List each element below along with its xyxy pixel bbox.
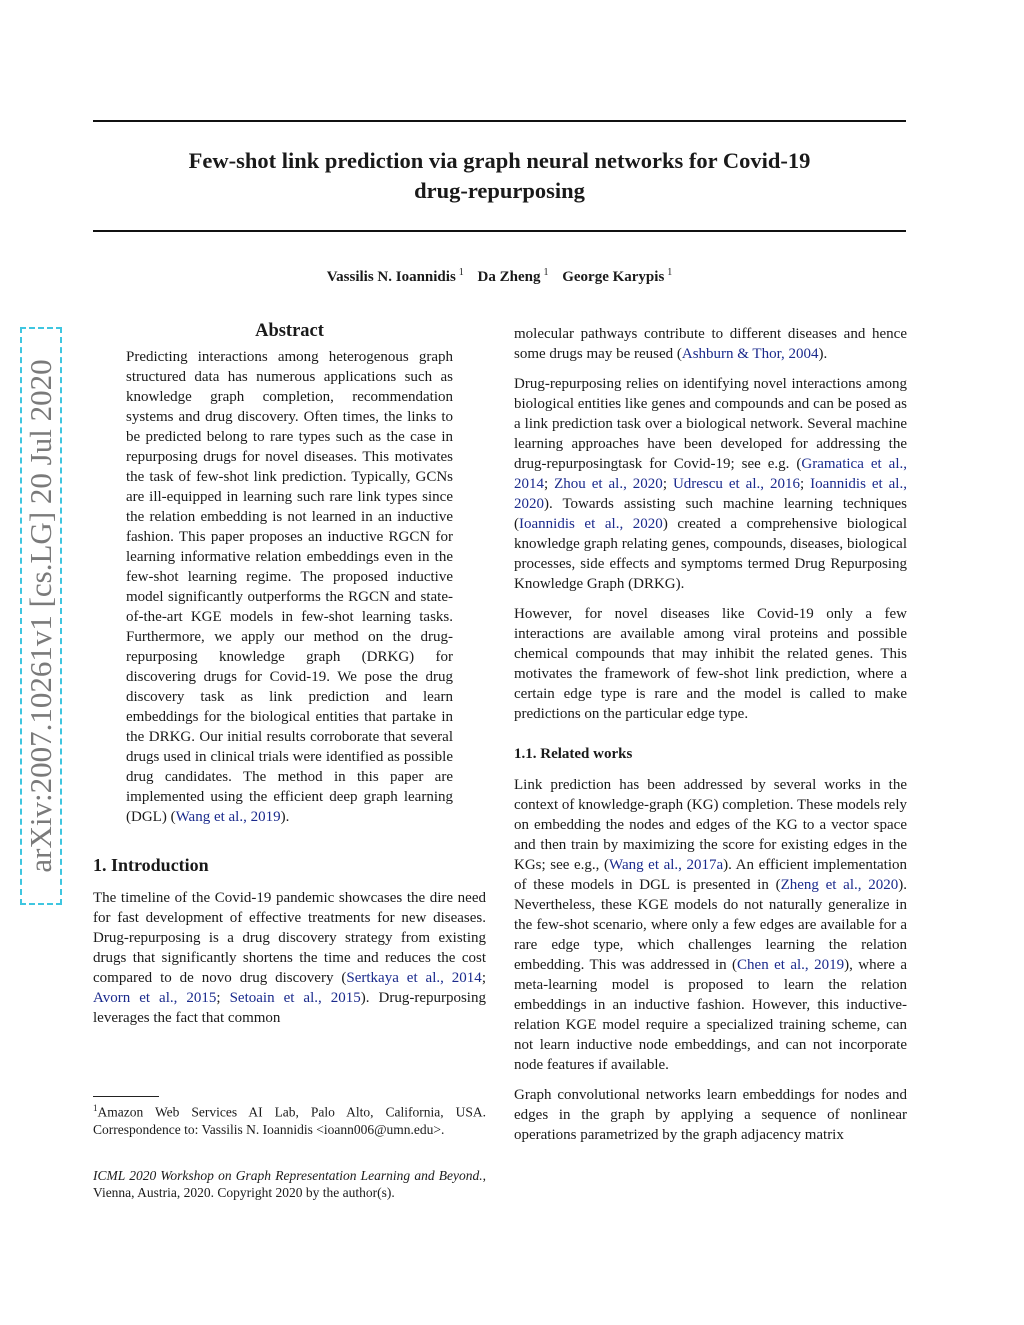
citation-link[interactable]: Gramatica et al., 2014: [514, 456, 907, 492]
author-name: Da Zheng: [477, 269, 541, 285]
body-paragraph: Drug-repurposing relies on identifying novel interactions among biological entities like genes and compounds and can be posed as a link prediction task over a biological network. Several machine learning approaches have been developed for addressing the drug-repurposingtask for Covid-19; see e.g. (Gramatica et al., 2014; Zhou et al., 2020; Udrescu et al., 2016; Ioannidis et al., 2020). Towards assisting such machine learning techniques (Ioannidis et al., 2020) created a comprehensive biological knowledge graph relating genes, compounds, diseases, biological processes, side effects and symptoms termed Drug Repurposing Knowledge Graph (DRKG).: [514, 376, 907, 592]
author-affiliation: 1: [458, 267, 464, 278]
author-affiliation: 1: [667, 267, 673, 278]
left-column: [93, 321, 486, 1038]
author-list: [93, 267, 906, 286]
paragraph-text: ), where a meta-learning model is proposed to learn the relation embeddings in an inductive fashion. However, this inductive-relation KGE model require a specialized training scheme, can not learn inductive node embeddings, and can not incorporate node features if available.: [514, 957, 907, 1073]
footnote-text: Amazon Web Services AI Lab, Palo Alto, California, USA. Correspondence to: Vassilis N. Ioannidis <ioann006@umn.edu>.: [93, 1104, 486, 1137]
citation-link[interactable]: Wang et al., 2017a: [608, 857, 724, 873]
citation-link[interactable]: Sertkaya et al., 2014: [346, 970, 482, 986]
citation-link[interactable]: Udrescu et al., 2016: [672, 476, 800, 492]
paragraph-text: ). Drug-repurposing leverages the fact that common: [93, 990, 486, 1026]
body-paragraph: Graph convolutional networks learn embeddings for nodes and edges in the graph by applying a sequence of nonlinear operations parametrized by the graph adjacency matrix: [514, 1087, 907, 1143]
title-bottom-rule: [93, 230, 906, 232]
paragraph-text: ). Towards assisting such machine learning techniques (: [514, 496, 907, 532]
paper-title: [93, 146, 906, 206]
citation-link[interactable]: Setoain et al., 2015: [229, 990, 361, 1006]
title-line-1: Few-shot link prediction via graph neural networks for Covid-19: [188, 148, 811, 173]
author-name: Vassilis N. Ioannidis: [326, 269, 456, 285]
body-paragraph: However, for novel diseases like Covid-19 only a few interactions are available among viral proteins and possible chemical compounds that may inhibit the related genes. This motivates the framework of few-shot link prediction, where a certain edge type is rare and the model is called to make predictions on the particular edge type.: [514, 606, 907, 722]
citation-link[interactable]: Chen et al., 2019: [737, 957, 845, 973]
paragraph-text: The timeline of the Covid-19 pandemic showcases the dire need for fast development of effective treatments for new diseases. Drug-repurposing is a drug discovery strategy from existing drugs that significantly shortens the time and reduces the cost compared to de novo drug discovery (: [93, 890, 486, 986]
citation-link[interactable]: Ioannidis et al., 2020: [514, 476, 907, 512]
body-paragraph: [514, 775, 907, 1075]
paragraph-text: ).: [818, 346, 828, 362]
paragraph-text: Drug-repurposing relies on identifying novel interactions among biological entities like genes and compounds and can be posed as a link prediction task over a biological network. Several machine learning approaches have been developed for addressing the drug-repurposingtask for Covid-19; see e.g. (: [514, 376, 907, 472]
body-paragraph: [514, 324, 907, 364]
citation-link[interactable]: Zhou et al., 2020: [554, 476, 663, 492]
abstract-heading: Abstract: [255, 321, 324, 341]
citation-link[interactable]: Ashburn & Thor, 2004: [681, 346, 819, 362]
title-top-rule: [93, 120, 906, 122]
section-heading-introduction: 1. Introduction: [93, 855, 209, 875]
footnote-mark: 1: [93, 1103, 98, 1113]
abstract-text: Predicting interactions among heterogenous graph structured data has numerous applications such as knowledge graph completion, recommendation systems and drug discovery. Often times, the links to be predicted belong to rare types such as the case in repurposing drugs for novel diseases. This motivates the task of few-shot link prediction. Typically, GCNs are ill-equipped in learning such rare link types since the relation embedding is not learned in an inductive fashion. This paper proposes an inductive RGCN for learning informative relation embeddings even in the few-shot learning regime. The proposed inductive model significantly outperforms the RGCN and state-of-the-art KGE models in few-shot learning tasks. Furthermore, we apply our method on the drug-repurposing knowledge graph (DRKG) for discovering drugs for Covid-19. We pose the drug discovery task as link prediction and learn embeddings for the biological entities that partake in the DRKG. Our initial results corroborate that several drugs used in clinical trials were identified as possible drug candidates. The method in this paper are implemented using the efficient deep graph learning (DGL) (: [126, 349, 453, 825]
citation-link[interactable]: Avorn et al., 2015: [93, 990, 217, 1006]
venue-name: ICML 2020 Workshop on Graph Representation Learning and Beyond.: [93, 1168, 483, 1183]
citation-link[interactable]: Zheng et al., 2020: [780, 877, 899, 893]
right-column: [514, 324, 907, 1155]
abstract-text-end: ).: [280, 809, 290, 825]
citation-link[interactable]: Ioannidis et al., 2020: [519, 516, 663, 532]
paragraph-text: Link prediction has been addressed by several works in the context of knowledge-graph (KG) completion. These models rely on embedding the nodes and edges of the KG to a vector space and then train by maximizing the score for existing edges in the KGs; see e.g., (: [514, 777, 907, 873]
paragraph-text: ). Nevertheless, these KGE models do not naturally generalize in the few-shot scenario, where only a few edges are available for a rare edge type, which challenges learning the relation embedding. This was addressed in (: [514, 877, 907, 973]
paragraph-text: ) created a comprehensive biological knowledge graph relating genes, compounds, diseases, biological processes, side effects and symptoms termed Drug Repurposing Knowledge Graph (DRKG).: [514, 516, 907, 592]
subsection-heading-related-works: 1.1. Related works: [514, 746, 633, 762]
abstract-body: [126, 347, 453, 827]
footnote-rule: [93, 1096, 159, 1097]
affiliation-footnote: [93, 1100, 486, 1138]
intro-paragraph: The timeline of the Covid-19 pandemic showcases the dire need for fast development of effective treatments for new diseases. Drug-repurposing is a drug discovery strategy from existing drugs that significantly shortens the time and reduces the cost compared to de novo drug discovery (Sertkaya et al., 2014; Avorn et al., 2015; Setoain et al., 2015). Drug-repurposing leverages the fact that common: [93, 890, 486, 1026]
paragraph-text: ). An efficient implementation of these models in DGL is presented in (: [514, 857, 907, 893]
title-line-2: drug-repurposing: [414, 178, 585, 203]
arxiv-identifier-stamp: arXiv:2007.10261v1 [cs.LG] 20 Jul 2020: [20, 327, 62, 905]
author-name: George Karypis: [562, 269, 665, 285]
citation-link[interactable]: Wang et al., 2019: [175, 809, 281, 825]
paragraph-text: molecular pathways contribute to different diseases and hence some drugs may be reused (: [514, 326, 907, 362]
author-affiliation: 1: [543, 267, 549, 278]
venue-details: , Vienna, Austria, 2020. Copyright 2020 by the author(s).: [93, 1168, 486, 1200]
venue-note: [93, 1167, 486, 1201]
